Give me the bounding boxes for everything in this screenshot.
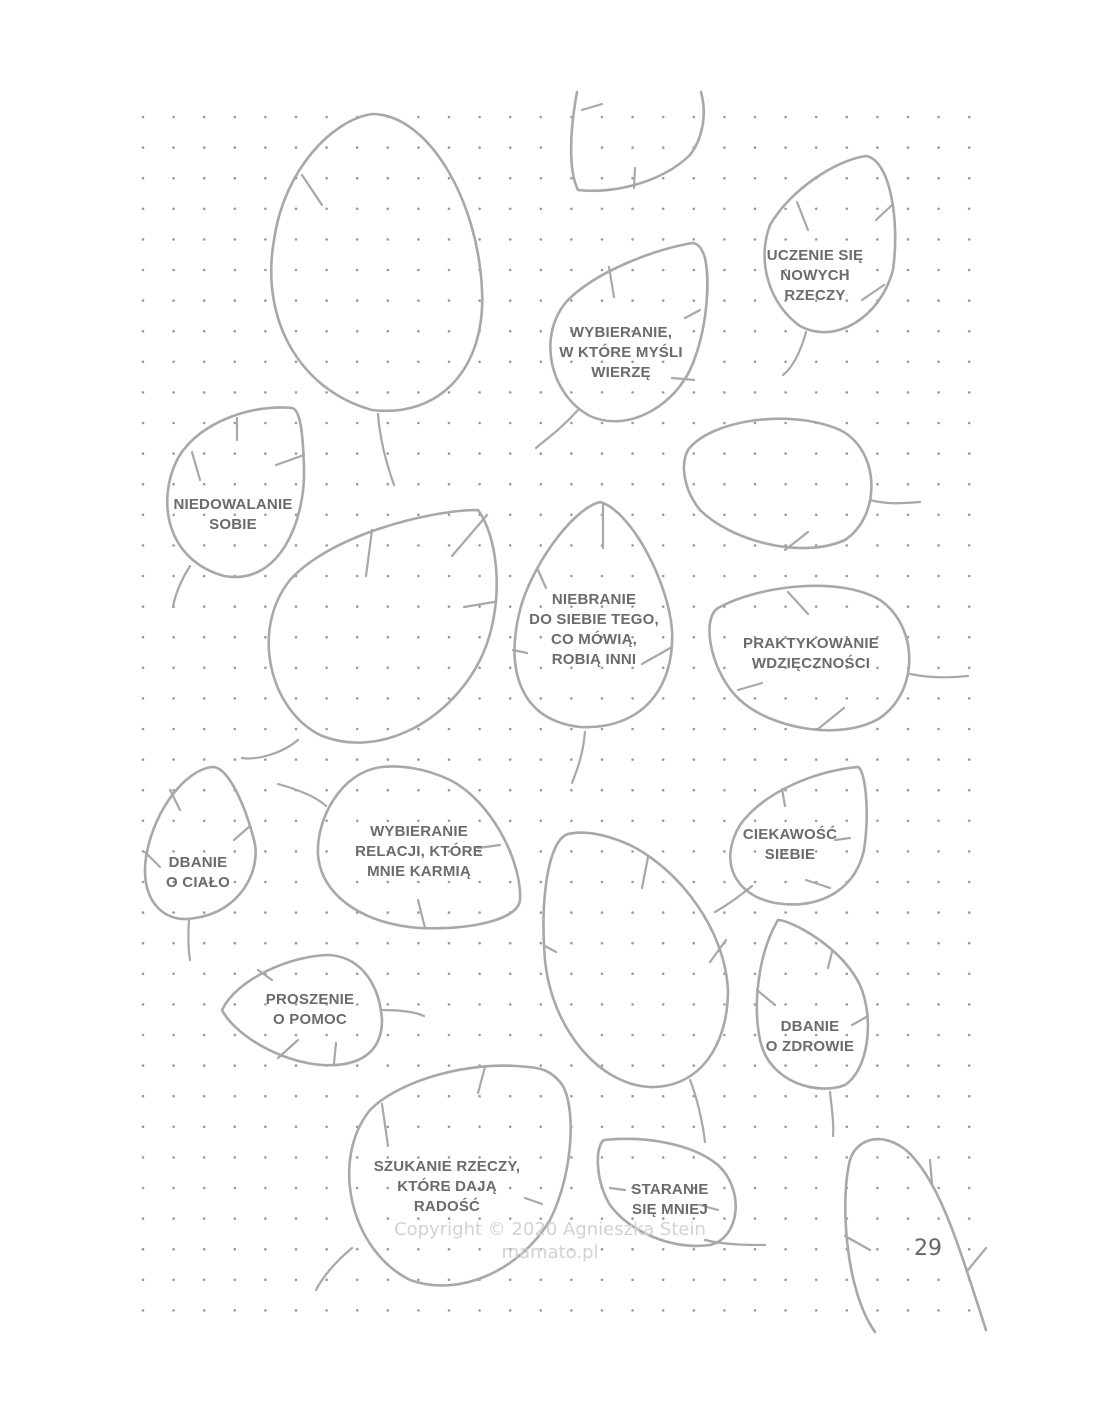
leaf-label-niedowalanie: NIEDOWALANIE SOBIE bbox=[173, 496, 293, 533]
page-number: 29 bbox=[914, 1236, 942, 1261]
leaf-label-staranie: STARANIE SIĘ MNIEJ bbox=[631, 1181, 709, 1218]
leaf-label-wybieranie-relacji: WYBIERANIE RELACJI, KTÓRE MNIE KARMIĄ bbox=[355, 823, 483, 880]
leaf-label-proszenie: PROSZENIE O POMOC bbox=[265, 991, 355, 1028]
leaf-label-praktykowanie: PRAKTYKOWANIE WDZIĘCZNOŚCI bbox=[743, 635, 879, 672]
leaf-shape-large-middle bbox=[242, 510, 497, 758]
website-watermark: mamato.pl bbox=[501, 1242, 599, 1263]
leaf-label-dbanie-zdrowie: DBANIE O ZDROWIE bbox=[765, 1018, 855, 1055]
leaf-shape-right-egg bbox=[684, 419, 920, 550]
leaf-label-uczenie: UCZENIE SIĘ NOWYCH RZECZY bbox=[766, 247, 864, 304]
leaf-shape-top-partial bbox=[571, 92, 704, 191]
leaf-shape-large-teardrop bbox=[271, 114, 482, 485]
leaf-label-wybieranie-mysli: WYBIERANIE, W KTÓRE MYŚLI WIERZĘ bbox=[559, 324, 683, 381]
leaf-label-ciekawosc: CIEKAWOŚĆ SIEBIE bbox=[742, 826, 838, 863]
copyright-watermark: Copyright © 2020 Agnieszka Stein bbox=[394, 1219, 706, 1240]
leaf-label-dbanie-cialo: DBANIE O CIAŁO bbox=[166, 854, 230, 891]
leaf-label-szukanie: SZUKANIE RZECZY, KTÓRE DAJĄ RADOŚĆ bbox=[373, 1158, 521, 1215]
leaf-shape-middle-teardrop bbox=[544, 832, 728, 1142]
leaf-label-niebranie: NIEBRANIE DO SIEBIE TEGO, CO MÓWIĄ, ROBIĄ INNI bbox=[529, 591, 659, 668]
